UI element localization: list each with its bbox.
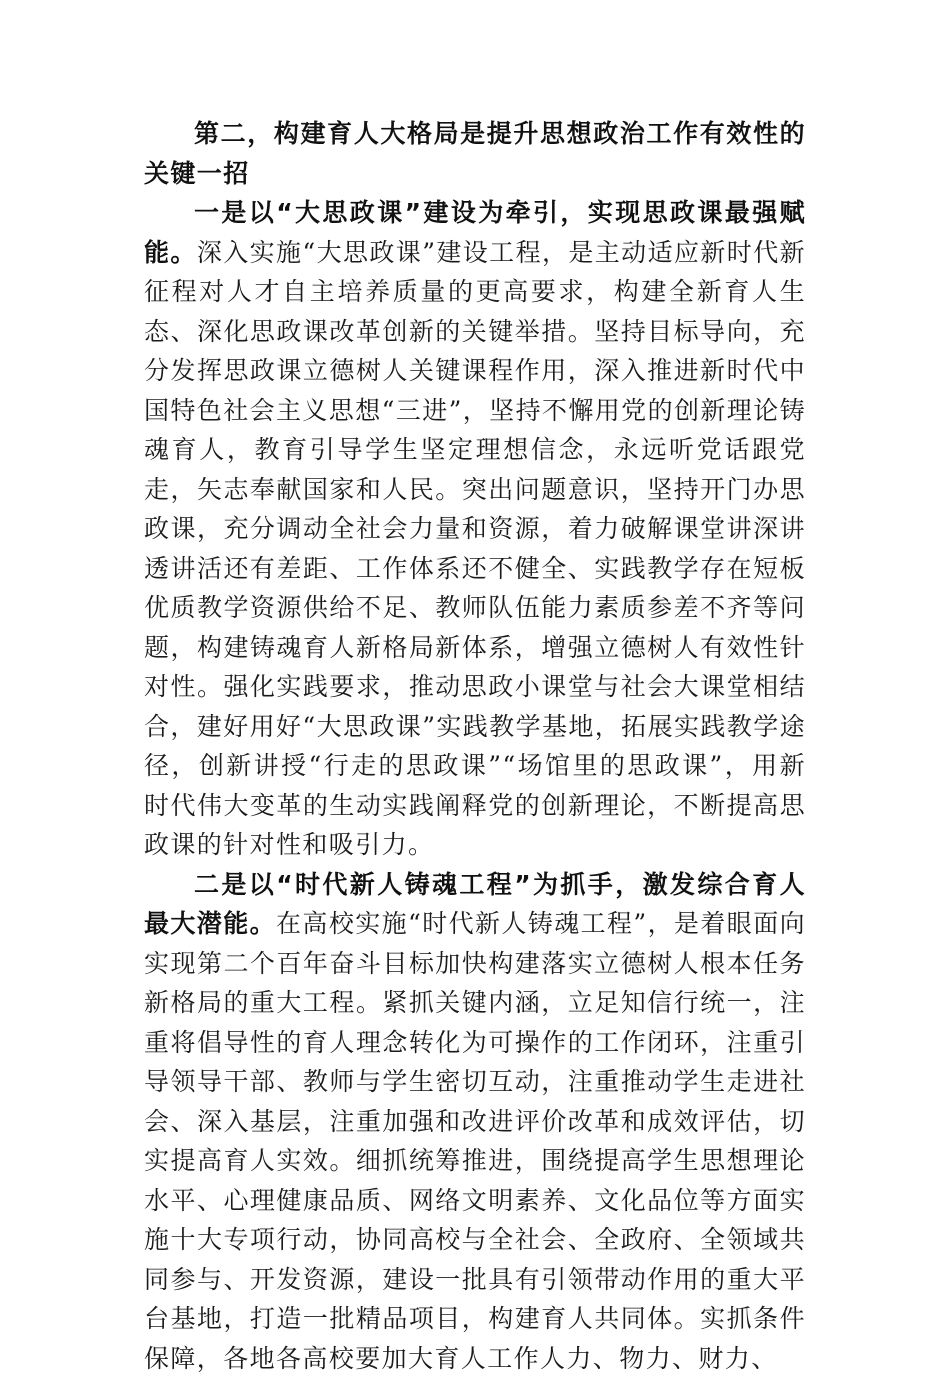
paragraph-2-lead: 二是以“时代新人铸魂工程”为抓手，激发综合育人最大潜能。	[144, 870, 806, 939]
section-heading: 第二，构建育人大格局是提升思想政治工作有效性的关键一招	[144, 114, 806, 193]
paragraph-2-body: 在高校实施“时代新人铸魂工程”，是着眼面向实现第二个百年奋斗目标加快构建落实立德树人根本任务新格局的重大工程。紧抓关键内涵，立足知信行统一，注重将倡导性的育人理念转化为可操作的工作闭环，注重引导领导干部、教师与学生密切互动，注重推动学生走进社会、深入基层，注重加强和改进评价改革和成效评估，切实提高育人实效。细抓统筹推进，围绕提高学生思想理论水平、心理健康品质、网络文明素养、文化品位等方面实施十大专项行动，协同高校与全社会、全政府、全领域共同参与、开发资源，建设一批具有引领带动作用的重大平台基地，打造一批精品项目，构建育人共同体。实抓条件保障，各地各高校要加大育人工作人力、物力、财力、	[144, 909, 806, 1373]
paragraph-2	[144, 865, 806, 1378]
paragraph-1-lead: 一是以“大思政课”建设为牵引，实现思政课最强赋能。	[144, 198, 806, 267]
paragraph-1-body: 深入实施“大思政课”建设工程，是主动适应新时代新征程对人才自主培养质量的更高要求，构建全新育人生态、深化思政课改革创新的关键举措。坚持目标导向，充分发挥思政课立德树人关键课程作用，深入推进新时代中国特色社会主义思想“三进”，坚持不懈用党的创新理论铸魂育人，教育引导学生坚定理想信念，永远听党话跟党走，矢志奉献国家和人民。突出问题意识，坚持开门办思政课，充分调动全社会力量和资源，着力破解课堂讲深讲透讲活还有差距、工作体系还不健全、实践教学存在短板优质教学资源供给不足、教师队伍能力素质参差不齐等问题，构建铸魂育人新格局新体系，增强立德树人有效性针对性。强化实践要求，推动思政小课堂与社会大课堂相结合，建好用好“大思政课”实践教学基地，拓展实践教学途径，创新讲授“行走的思政课”“场馆里的思政课”，用新时代伟大变革的生动实践阐释党的创新理论，不断提高思政课的针对性和吸引力。	[144, 238, 806, 860]
paragraph-1	[144, 193, 806, 865]
document-page	[144, 114, 806, 1378]
